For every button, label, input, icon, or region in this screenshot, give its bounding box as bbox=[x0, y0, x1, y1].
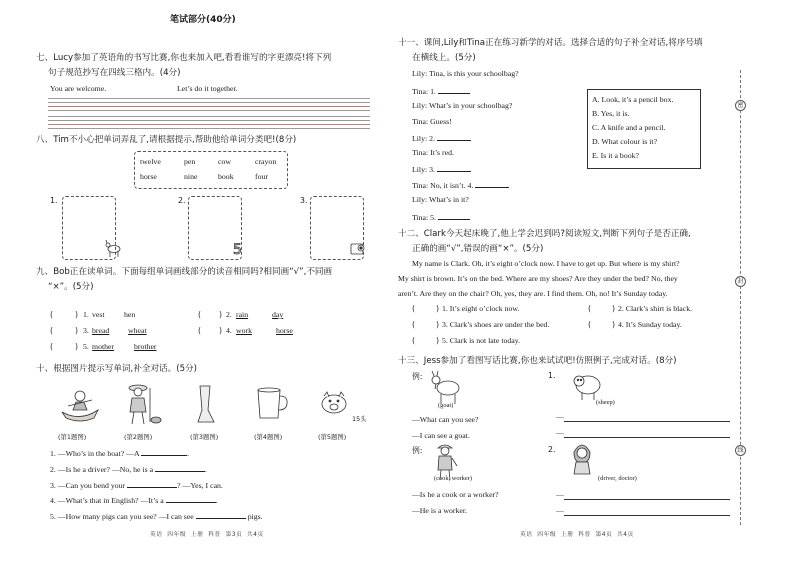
q10-line-4 bbox=[50, 494, 218, 505]
leg-icon bbox=[190, 384, 220, 426]
q10-line-2 bbox=[50, 463, 207, 474]
dialog-line-5 bbox=[412, 132, 471, 143]
item-2-dash-1: — bbox=[556, 490, 564, 499]
option-b: B. Yes, it is. bbox=[592, 109, 630, 118]
q10-blank-1[interactable] bbox=[141, 447, 190, 458]
dialog-line-6: Tina: It’s red. bbox=[412, 148, 454, 157]
passage-line-2: My shirt is brown. It’s on the bed. Where are my shoes? Are they under the bed? No, they bbox=[398, 274, 678, 283]
q9-word-5a: mother bbox=[92, 342, 115, 351]
word-cow: cow bbox=[218, 157, 231, 166]
dialog-line-10-text: Tina: 5. bbox=[412, 213, 436, 222]
book-icon bbox=[350, 242, 366, 256]
q12-statement-1: 1. It’s eight o’clock now. bbox=[442, 304, 520, 313]
q9-answer-paren-2[interactable]: ( bbox=[198, 310, 202, 319]
q11-blank-1[interactable] bbox=[438, 85, 470, 94]
q10-line-5-text: 5. —How many pigs can you see? —I can see bbox=[50, 512, 194, 521]
q10-line-4-end: . bbox=[215, 496, 218, 505]
q11-blank-3[interactable] bbox=[437, 163, 471, 172]
word-horse: horse bbox=[140, 172, 157, 181]
q9-word-2a: rain bbox=[236, 310, 249, 319]
caption-4: (第4题图) bbox=[254, 433, 283, 441]
q12-instruction-line2: 正确的画“√”,错误的画“×”。(5分) bbox=[412, 244, 544, 254]
q9-num-2: 2. bbox=[226, 310, 232, 319]
q12-instruction-line1: 十二、Clark今天起床晚了,他上学会迟到吗?阅读短文,判断下列句子是否正确, bbox=[398, 229, 691, 239]
binding-line bbox=[740, 70, 741, 525]
q9-answer-paren-3[interactable]: ( bbox=[50, 326, 54, 335]
cup-icon bbox=[254, 386, 290, 422]
q11-blank-2[interactable] bbox=[437, 132, 471, 141]
q12-answer-paren-1[interactable]: ( bbox=[412, 304, 416, 313]
dialog-line-3: Lily: What’s in your schoolbag? bbox=[412, 101, 513, 110]
seal-mark-3: 线 bbox=[735, 445, 746, 456]
q10-line-4-text: 4. —What’s that in English? —It’s a bbox=[50, 496, 164, 505]
q9-word-4a: work bbox=[236, 326, 253, 335]
item-1-answer-line-2[interactable] bbox=[564, 437, 730, 438]
word-twelve: twelve bbox=[140, 157, 161, 166]
dialog-line-8-text: Tina: No, it isn’t. 4. bbox=[412, 181, 474, 190]
q9-word-1a: vest bbox=[92, 310, 105, 319]
q9-num-1: 1. bbox=[83, 310, 89, 319]
word-nine: nine bbox=[184, 172, 198, 181]
word-four: four bbox=[255, 172, 268, 181]
goat-icon bbox=[104, 240, 124, 258]
seal-mark-1: 密 bbox=[735, 100, 746, 111]
q10-line-1-end: . bbox=[187, 449, 190, 458]
example-label-2: 例: bbox=[412, 446, 423, 455]
dialog-line-7 bbox=[412, 163, 471, 174]
q9-close-1: ) bbox=[75, 310, 79, 319]
item-2-answer-line-1[interactable] bbox=[564, 499, 730, 500]
dialog-line-9: Lily: What’s in it? bbox=[412, 195, 469, 204]
seal-mark-2: 封 bbox=[735, 276, 746, 287]
digit-five-hint: 5 bbox=[233, 242, 242, 258]
footer-right: 英语 四年级 上册 科普 第4页 共4页 bbox=[520, 532, 634, 538]
q10-line-3-end: ? —Yes, I can. bbox=[177, 481, 223, 490]
example-1-answer: —I can see a goat. bbox=[412, 431, 470, 440]
driver-picture-icon bbox=[568, 440, 596, 476]
word-pen: pen bbox=[184, 157, 196, 166]
word-crayon: crayon bbox=[255, 157, 277, 166]
q7-sentence-1: You are welcome. bbox=[50, 84, 107, 93]
q12-answer-paren-4[interactable]: ( bbox=[588, 320, 592, 329]
q11-instruction-line2: 在横线上。(5分) bbox=[412, 53, 476, 63]
q9-answer-paren-5[interactable]: ( bbox=[50, 342, 54, 351]
q11-blank-5[interactable] bbox=[438, 211, 470, 220]
option-c: C. A knife and a pencil. bbox=[592, 123, 666, 132]
q12-statement-5: 5. Clark is not late today. bbox=[442, 336, 521, 345]
q10-line-1 bbox=[50, 447, 189, 458]
q10-blank-5[interactable] bbox=[196, 510, 246, 519]
goat-tag: (goat) bbox=[438, 402, 454, 409]
pig-count-hint: 15头 bbox=[352, 415, 367, 423]
q9-instruction-line1: 九、Bob正在读单词。下面每组单词画线部分的读音相同吗?相同画“√”,不同画 bbox=[36, 267, 333, 277]
word-book: book bbox=[218, 172, 234, 181]
q12-statement-3: 3. Clark’s shoes are under the bed. bbox=[442, 320, 550, 329]
q9-answer-paren-1[interactable]: ( bbox=[50, 310, 54, 319]
q10-line-3-text: 3. —Can you bend your bbox=[50, 481, 126, 490]
dialog-line-7-text: Lily: 3. bbox=[412, 165, 435, 174]
q10-line-5 bbox=[50, 510, 263, 521]
q9-word-3b: wheat bbox=[128, 326, 147, 335]
q8-label-1: 1. bbox=[50, 196, 58, 205]
q9-word-4b: horse bbox=[276, 326, 293, 335]
q11-instruction-line1: 十一、课间,Lily和Tina正在练习新学的对话。选择合适的句子补全对话,将序号填 bbox=[398, 38, 703, 48]
q12-close-3: ) bbox=[436, 320, 440, 329]
q12-answer-paren-3[interactable]: ( bbox=[412, 320, 416, 329]
dialog-line-2-text: Tina: 1. bbox=[412, 87, 436, 96]
dialog-line-4: Tina: Guess! bbox=[412, 117, 452, 126]
q9-word-5b: brother bbox=[134, 342, 157, 351]
caption-5: (第5题图) bbox=[318, 433, 347, 441]
q12-close-1: ) bbox=[436, 304, 440, 313]
sheep-tag: (sheep) bbox=[596, 399, 615, 406]
dialog-line-1: Lily: Tina, is this your schoolbag? bbox=[412, 69, 519, 78]
dialog-line-5-text: Lily: 2. bbox=[412, 134, 435, 143]
farmer-icon bbox=[120, 380, 164, 428]
q7-instruction-line2: 句子规范抄写在四线三格内。(4分) bbox=[48, 68, 181, 78]
option-a: A. Look, it’s a pencil box. bbox=[592, 95, 674, 104]
q9-instruction-line2: “×”。(5分) bbox=[48, 282, 94, 292]
q12-statement-2: 2. Clark’s shirt is black. bbox=[618, 304, 693, 313]
sheep-picture-icon bbox=[570, 372, 604, 402]
example-2-question: —Is he a cook or a worker? bbox=[412, 490, 499, 499]
q10-line-3 bbox=[50, 479, 223, 490]
q8-instruction: 八、Tim不小心把单词弄乱了,请根据提示,帮助他给单词分类吧!(8分) bbox=[36, 135, 297, 145]
item-1-dash-1: — bbox=[556, 412, 564, 421]
caption-1: (第1题图) bbox=[58, 433, 87, 441]
item-2-answer-line-2[interactable] bbox=[564, 515, 730, 516]
q9-num-4: 4. bbox=[226, 326, 232, 335]
q10-blank-3[interactable] bbox=[127, 479, 177, 488]
q9-close-3: ) bbox=[75, 326, 79, 335]
q12-answer-paren-2[interactable]: ( bbox=[588, 304, 592, 313]
boat-icon bbox=[58, 382, 102, 426]
q10-line-1-text: 1. —Who’s in the boat? —A bbox=[50, 449, 140, 458]
example-label-1: 例: bbox=[412, 372, 423, 381]
q9-word-3a: bread bbox=[92, 326, 110, 335]
item-2-dash-2: — bbox=[556, 506, 564, 515]
option-e: E. Is it a book? bbox=[592, 151, 639, 160]
q9-word-2b: day bbox=[272, 310, 284, 319]
q9-answer-paren-4[interactable]: ( bbox=[198, 326, 202, 335]
q13-instruction: 十三、Jess参加了看图写话比赛,你也来试试吧!仿照例子,完成对话。(8分) bbox=[398, 356, 677, 366]
q9-num-5: 5. bbox=[83, 342, 89, 351]
q9-num-3: 3. bbox=[83, 326, 89, 335]
passage-line-1: My name is Clark. Oh, it’s eight o’clock now. I have to get up. But where is my shirt? bbox=[412, 259, 680, 268]
caption-3: (第3题图) bbox=[190, 433, 219, 441]
caption-2: (第2题图) bbox=[124, 433, 153, 441]
q12-answer-paren-5[interactable]: ( bbox=[412, 336, 416, 345]
q9-close-2: ) bbox=[219, 310, 223, 319]
q12-close-2: ) bbox=[612, 304, 616, 313]
q12-close-5: ) bbox=[436, 336, 440, 345]
q9-close-5: ) bbox=[75, 342, 79, 351]
section-title: 笔试部分(40分) bbox=[170, 15, 236, 25]
item-2-label: 2. bbox=[548, 445, 556, 454]
q8-label-2: 2. bbox=[178, 196, 186, 205]
q10-line-5-end: pigs. bbox=[247, 512, 263, 521]
q7-sentence-2: Let’s do it together. bbox=[177, 84, 238, 93]
item-1-answer-line-1[interactable] bbox=[564, 421, 730, 422]
q9-close-4: ) bbox=[219, 326, 223, 335]
q10-blank-2[interactable] bbox=[155, 463, 205, 472]
pig-icon bbox=[318, 390, 350, 418]
q12-close-4: ) bbox=[612, 320, 616, 329]
option-d: D. What colour is it? bbox=[592, 137, 658, 146]
dialog-line-2 bbox=[412, 85, 470, 96]
driver-doctor-tag: (driver, doctor) bbox=[598, 475, 637, 482]
goat-picture-icon bbox=[430, 370, 464, 406]
dialog-line-10 bbox=[412, 211, 470, 222]
example-2-answer: —He is a worker. bbox=[412, 506, 467, 515]
cook-worker-tag: (cook, worker) bbox=[434, 475, 472, 482]
q8-label-3: 3. bbox=[300, 196, 308, 205]
q12-statement-4: 4. It’s Sunday today. bbox=[618, 320, 682, 329]
passage-line-3: aren’t. Are they on the chair? Oh, yes, they are. I find them. Oh, no! It’s Sunday today. bbox=[398, 289, 668, 298]
footer-left: 英语 四年级 上册 科普 第3页 共4页 bbox=[150, 532, 264, 538]
item-1-label: 1. bbox=[548, 371, 556, 380]
q11-blank-4[interactable] bbox=[475, 179, 509, 188]
example-1-question: —What can you see? bbox=[412, 415, 479, 424]
q10-blank-4[interactable] bbox=[166, 494, 216, 503]
q10-instruction: 十、根据图片提示写单词,补全对话。(5分) bbox=[36, 364, 197, 374]
q9-word-1b: hen bbox=[124, 310, 136, 319]
q7-instruction-line1: 七、Lucy参加了英语角的书写比赛,你也来加入吧,看看谁写的字更漂亮!将下列 bbox=[36, 53, 332, 63]
item-1-dash-2: — bbox=[556, 428, 564, 437]
dialog-line-8 bbox=[412, 179, 509, 190]
q10-line-2-text: 2. —Is he a driver? —No, he is a bbox=[50, 465, 154, 474]
q10-line-2-end: . bbox=[205, 465, 207, 474]
